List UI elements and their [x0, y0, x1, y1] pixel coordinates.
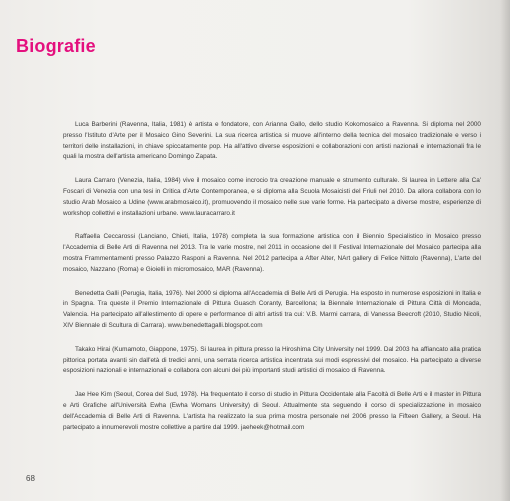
biography-list — [63, 120, 481, 446]
bio-benedetta-galli — [63, 289, 481, 332]
bio-laura-carraro — [63, 176, 481, 219]
bio-text: Takako Hirai (Kumamoto, Giappone, 1975). Si laurea in pittura presso la Hiroshima City University nel 1999. Dal 2003 ha affiancato alla pratica pittorica portata avanti sin dall'età di tredici anni, una serrata ricerca artistica incentrata sui modi espressivi del mosaico. Ha partecipato a diverse esposizioni nazionali e internazionali e collabora con alcuni dei più importanti studi artistici di mosaico di Ravenna. — [63, 345, 481, 375]
bio-raffaella-ceccarossi — [63, 232, 481, 275]
page-title: Biografie — [16, 36, 96, 56]
bio-luca-barberini — [63, 120, 481, 163]
bio-text: Laura Carraro (Venezia, Italia, 1984) vive il mosaico come incrocio tra creazione manuale e strumento culturale. Si laurea in Lettere alla Ca' Foscari di Venezia con una tesi in Critica d'Arte Contemporanea, e si diploma alla Scuola Mosaicisti del Friuli nel 2010. Da allora collabora con lo studio Arab Mosaico a Udine (www.arabmosaico.it), promuovendo il mosaico nelle sue varie forme. Ha partecipato a diverse mostre, esperienze di workshop collettivi e installazioni urbane. www.lauracarraro.it — [63, 177, 481, 217]
bio-takako-hirai — [63, 345, 481, 377]
bio-jae-hee-kim — [63, 390, 481, 433]
bio-text: Raffaella Ceccarossi (Lanciano, Chieti, Italia, 1978) completa la sua formazione artistica con il Biennio Specialistico in Mosaico presso l'Accademia di Belle Arti di Ravenna nel 2013. Tra le varie mostre, nel 2011 in occasione del II Festival Internazionale del Mosaico partecipa alla mostra Frammentamenti presso Palazzo Rasponi a Ravenna. Nel 2012 partecipa a After Alter, NArt gallery di Felice Nittolo (Ravenna), L'arte del mosaico, Nazzano (Roma) e Gioielli in micromosaico, MAR (Ravenna). — [63, 233, 481, 273]
bio-text: Luca Barberini (Ravenna, Italia, 1981) è artista e fondatore, con Arianna Gallo, dello studio Kokomosaico a Ravenna. Si diploma nel 2000 presso l'Istituto d'Arte per il Mosaico Gino Severini. La sua ricerca artistica si muove all'interno della tecnica del mosaico tradizionale e verso i territori delle installazioni, in chiave spiccatamente pop. Ha all'attivo diverse esposizioni e collaborazioni con artisti nazionali e internazionali fra le quali la mostra dell'artista americano Domingo Zapata. — [63, 121, 481, 161]
bio-text: Benedetta Galli (Perugia, Italia, 1976). Nel 2000 si diploma all'Accademia di Belle Arti di Perugia. Ha esposto in numerose esposizioni in Italia e in Spagna. Tra queste il Premio Internazionale di Pittura Guasch Coranty, Barcellona; la Biennale Internazionale di Pittura Città di Moncada, Valencia. Ha partecipato all'allestimento di opere e performance di altri artisti tra cui: V.B. Marmi carrara, di Vanessa Beecroft (2010, Studio Nicoli, XIV Biennale di Scultura di Carrara). www.benedettagalli.blogspot.com — [63, 289, 481, 329]
bio-text: Jae Hee Kim (Seoul, Corea del Sud, 1978). Ha frequentato il corso di studio in Pittura Occidentale alla Facoltà di Belle Arti e il master in Pittura e Arti Grafiche all'Università Ewha (Ewha Womans University) di Seoul. Attualmente sta seguendo il corso di specializzazione in mosaico dell'Accademia di Belle Arti di Ravenna. L'artista ha realizzato la sua prima mostra personale nel 2006 presso la Fifteen Gallery, a Seoul. Ha partecipato a innumerevoli mostre collettive a partire dal 1999. jaeheek@hotmail.com — [63, 391, 481, 431]
page-gutter-shadow — [500, 0, 510, 501]
page-number: 68 — [26, 474, 35, 483]
